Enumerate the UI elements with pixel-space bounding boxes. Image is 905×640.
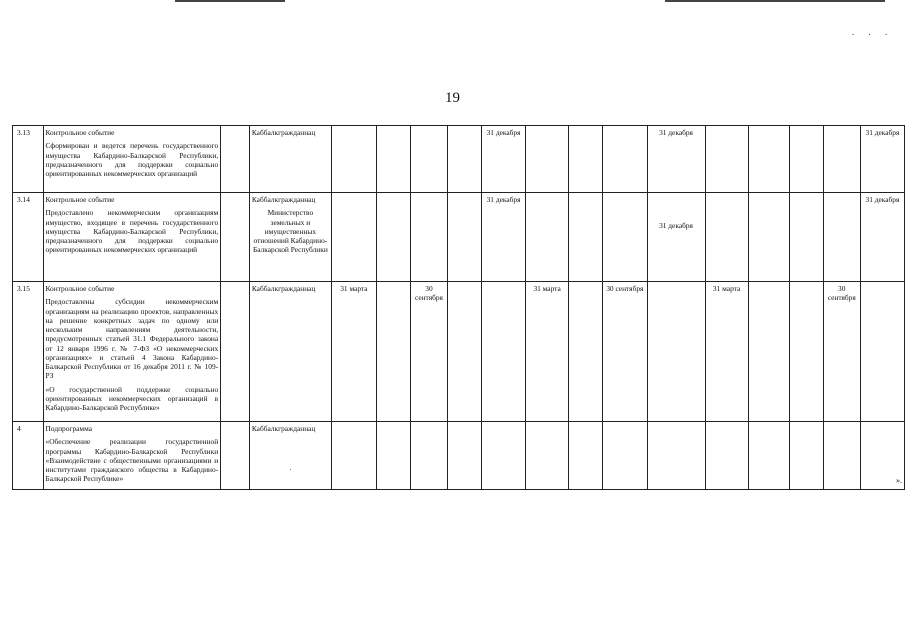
empty-cell — [221, 422, 250, 490]
scan-artifact-dots: . . . — [852, 27, 894, 37]
date-cell: 31 декабря — [647, 126, 705, 193]
date-cell: 30 сентября — [823, 282, 860, 422]
empty-cell — [569, 422, 603, 490]
empty-cell — [705, 422, 748, 490]
date-cell: 31 марта — [705, 282, 748, 422]
empty-cell — [331, 422, 376, 490]
empty-cell — [331, 193, 376, 282]
date-cell: 31 декабря — [482, 126, 526, 193]
date-cell: 30 сентября — [603, 282, 647, 422]
empty-cell — [526, 126, 569, 193]
row-text: Сформирован и ведется перечень государственного имущества Кабардино-Балкарской Республики, предназначенного для поддержки социально ориентированных некоммерческих организаций — [45, 141, 219, 178]
empty-cell — [603, 126, 647, 193]
date-cell: 31 декабря — [482, 193, 526, 282]
empty-cell — [221, 193, 250, 282]
empty-cell — [748, 193, 789, 282]
closing-quote-mark: ». — [860, 422, 904, 490]
empty-cell — [748, 126, 789, 193]
empty-cell — [647, 282, 705, 422]
date-cell: 31 декабря — [647, 193, 705, 282]
scan-artifact-top-right — [665, 0, 885, 2]
executor-cell — [249, 282, 331, 422]
executor-cell — [249, 422, 331, 490]
executor-name: Каббалкгражданнац — [251, 128, 316, 137]
executor-cell — [249, 126, 331, 193]
empty-cell — [376, 282, 410, 422]
empty-cell — [526, 193, 569, 282]
empty-cell — [569, 126, 603, 193]
empty-cell — [221, 126, 250, 193]
table-row — [13, 126, 905, 193]
date-cell: 31 декабря — [860, 126, 904, 193]
co-executor-name: Министерство земельных и имущественных отношений Кабардино-Балкарской Республики — [252, 208, 328, 255]
page-number: 19 — [445, 90, 460, 106]
empty-cell — [705, 193, 748, 282]
executor-name: Каббалкгражданнац — [251, 424, 316, 433]
empty-cell — [823, 422, 860, 490]
row-heading: Подпрограмма — [45, 424, 93, 433]
row-number: 3.13 — [13, 126, 44, 193]
empty-cell — [331, 126, 376, 193]
empty-cell — [410, 193, 447, 282]
empty-cell — [789, 126, 823, 193]
row-description — [43, 193, 221, 282]
scan-artifact-top-left — [175, 0, 285, 2]
empty-cell — [748, 282, 789, 422]
date-cell: 30 сентября — [410, 282, 447, 422]
empty-cell — [789, 193, 823, 282]
empty-cell — [603, 193, 647, 282]
row-heading: Контрольное событие — [45, 284, 115, 293]
stray-mark: · — [289, 465, 292, 475]
date-cell: 31 марта — [526, 282, 569, 422]
empty-cell — [603, 422, 647, 490]
empty-cell — [569, 282, 603, 422]
empty-cell — [448, 422, 482, 490]
row-text-continued: «О государственной поддержке социально ориентированных некоммерческих организаций в Кабардино-Балкарской Республике» — [45, 384, 219, 412]
empty-cell — [482, 422, 526, 490]
row-text: «Обеспечение реализации государственной программы Кабардино-Балкарской Республики «Взаимодействие с общественными организациями и институтами гражданского общества в Кабардино-Балкарской Республике» — [45, 437, 219, 484]
empty-cell — [482, 282, 526, 422]
empty-cell — [748, 422, 789, 490]
empty-cell — [410, 422, 447, 490]
row-number: 3.14 — [13, 193, 44, 282]
row-number: 3.15 — [13, 282, 44, 422]
empty-cell — [526, 422, 569, 490]
empty-cell — [376, 422, 410, 490]
empty-cell — [448, 126, 482, 193]
empty-cell — [823, 126, 860, 193]
empty-cell — [860, 282, 904, 422]
empty-cell — [789, 422, 823, 490]
date-cell: 31 марта — [331, 282, 376, 422]
table-row — [13, 282, 905, 422]
plan-table — [12, 125, 905, 490]
row-description — [43, 422, 221, 490]
empty-cell — [569, 193, 603, 282]
executor-name: Каббалкгражданнац — [251, 195, 316, 204]
row-number: 4 — [13, 422, 44, 490]
row-heading: Контрольное событие — [45, 128, 115, 137]
empty-cell — [705, 126, 748, 193]
table-row — [13, 422, 905, 490]
executor-name: Каббалкгражданнац — [251, 284, 316, 293]
empty-cell — [221, 282, 250, 422]
empty-cell — [448, 193, 482, 282]
executor-cell — [249, 193, 331, 282]
row-text: Предоставлены субсидии некоммерческим организациям на реализацию проектов, направленных на решение конкретных задач по одному или нескольким направлениям деятельности, предусмотренных статьей 31.1 Федерального закона от 12 января 1996 г. № 7-ФЗ «О некоммерческих организациях» и статьей 4 Закона Кабардино-Балкарской Республики от 16 декабря 2011 г. № 109-РЗ — [45, 297, 219, 381]
row-description — [43, 282, 221, 422]
row-text: Предоставлено некоммерческим организациям имущество, входящее в перечень государственного имущества Кабардино-Балкарской Республики, предназначенного для поддержки социально ориентированных некоммерческих организаций — [45, 208, 219, 255]
empty-cell — [823, 193, 860, 282]
row-description — [43, 126, 221, 193]
row-heading: Контрольное событие — [45, 195, 115, 204]
empty-cell — [376, 126, 410, 193]
date-cell: 31 декабря — [860, 193, 904, 282]
empty-cell — [789, 282, 823, 422]
empty-cell — [647, 422, 705, 490]
table-row — [13, 193, 905, 282]
empty-cell — [448, 282, 482, 422]
empty-cell — [376, 193, 410, 282]
empty-cell — [410, 126, 447, 193]
